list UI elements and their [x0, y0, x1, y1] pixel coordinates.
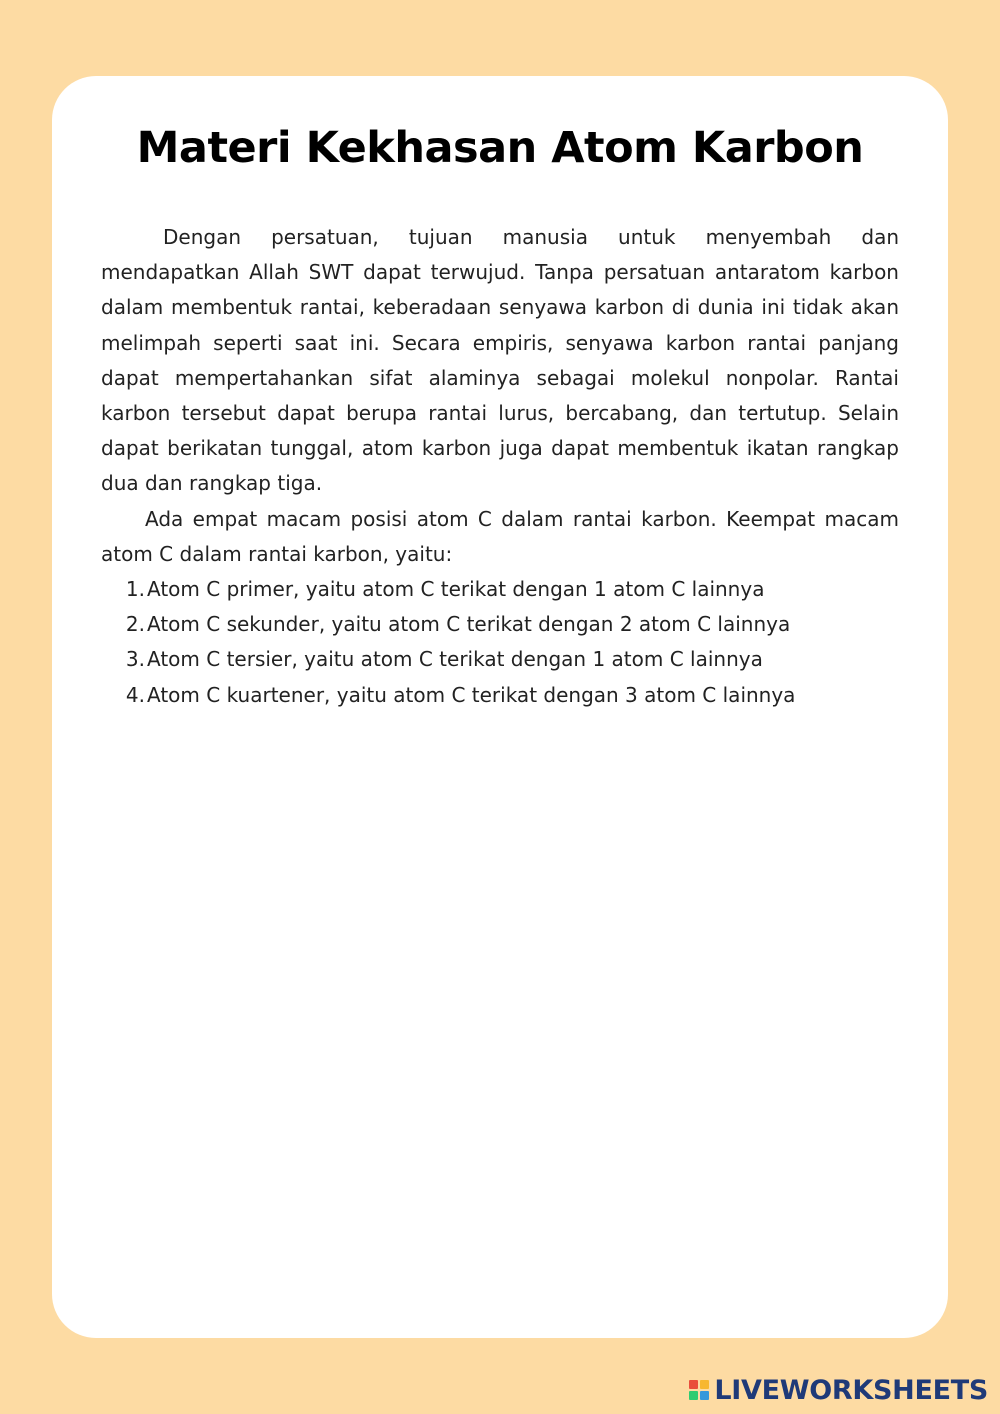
- list-item-text: Atom C primer, yaitu atom C terikat dengan 1 atom C lainnya: [147, 577, 765, 602]
- list-item-number: 3.: [125, 647, 145, 672]
- list-item-text: Atom C sekunder, yaitu atom C terikat dengan 2 atom C lainnya: [147, 612, 791, 637]
- logo-square-green: [689, 1391, 698, 1400]
- logo-square-yellow: [700, 1380, 709, 1389]
- paragraph-positions: Ada empat macam posisi atom C dalam rantai karbon. Keempat macam atom C dalam rantai karbon, yaitu:: [101, 506, 899, 566]
- list-item-number: 4.: [125, 682, 145, 707]
- list-item: [101, 607, 899, 642]
- paragraph-intro: Dengan persatuan, tujuan manusia untuk menyembah dan mendapatkan Allah SWT dapat terwujud. Tanpa persatuan antaratom karbon dalam membentuk rantai, keberadaan senyawa karbon di dunia ini tidak akan melimpah seperti saat ini. Secara empiris, senyawa karbon rantai panjang dapat mempertahankan sifat alaminya sebagai molekul nonpolar. Rantai karbon tersebut dapat berupa rantai lurus, bercabang, dan tertutup. Selain dapat berikatan tunggal, atom karbon juga dapat membentuk ikatan rangkap dua dan rangkap tiga.: [101, 225, 899, 496]
- liveworksheets-logo-icon: [689, 1380, 709, 1400]
- list-item-number: 2.: [125, 612, 145, 637]
- logo-square-blue: [700, 1391, 709, 1400]
- list-item-text: Atom C tersier, yaitu atom C terikat dengan 1 atom C lainnya: [147, 647, 763, 672]
- document-body: [101, 220, 899, 713]
- list-item-text: Atom C kuartener, yaitu atom C terikat dengan 3 atom C lainnya: [147, 682, 796, 707]
- list-item: [101, 642, 899, 677]
- list-item-number: 1.: [125, 577, 145, 602]
- page-title: Materi Kekhasan Atom Karbon: [136, 123, 864, 173]
- brand-name: LIVEWORKSHEETS: [714, 1374, 988, 1406]
- list-item: [101, 572, 899, 607]
- atom-position-list: [101, 572, 899, 713]
- logo-square-red: [689, 1380, 698, 1389]
- liveworksheets-brand[interactable]: [689, 1373, 988, 1407]
- list-item: [101, 678, 899, 713]
